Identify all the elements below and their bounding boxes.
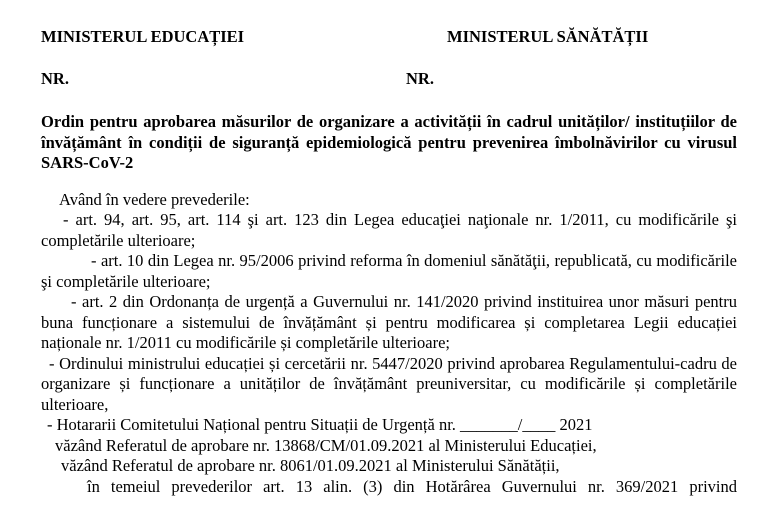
- ministry-health: MINISTERUL SĂNĂTĂȚII: [447, 27, 649, 46]
- preamble-referral-education: văzând Referatul de aprobare nr. 13868/CM/01.09.2021 al Ministerului Educației,: [55, 435, 597, 455]
- nr-left: NR.: [41, 69, 69, 88]
- preamble-legal-basis: în temeiul prevederilor art. 13 alin. (3) din Hotărârea Guvernului nr. 369/2021 privind: [87, 476, 737, 496]
- ministry-education: MINISTERUL EDUCAȚIEI: [41, 27, 245, 46]
- nr-right: NR.: [406, 69, 434, 88]
- preamble-item-ministerial-order: - Ordinului ministrului educației și cercetării nr. 5447/2020 privind aprobarea Regulamentului-cadru de organizare și funcționare a unităților de învățământ preuniversitar, cu modificările și completările ulterioare,: [41, 353, 737, 414]
- preamble-item-emergency-committee: - Hotararii Comitetului Național pentru Situații de Urgență nr. _______/____ 2021: [47, 415, 593, 434]
- number-row: [41, 68, 737, 90]
- preamble-intro: Având în vedere prevederile:: [59, 189, 250, 209]
- document-page: [41, 26, 737, 497]
- preamble-item-education-law: - art. 94, art. 95, art. 114 şi art. 123 din Legea educaţiei naţionale nr. 1/2011, cu modificările şi completările ulterioare;: [41, 210, 737, 250]
- document-body: [41, 190, 737, 498]
- ministries-header: [41, 26, 737, 48]
- order-title: Ordin pentru aprobarea măsurilor de organizare a activității în cadrul unităților/ instituțiilor de învățământ în condiții de siguranță epidemiologică pentru prevenirea îmbolnăvirilor cu virusul SARS-CoV-2: [41, 112, 737, 172]
- preamble-item-health-law: - art. 10 din Legea nr. 95/2006 privind reforma în domeniul sănătăţii, republicată, cu modificările şi completările ulterioare;: [41, 251, 737, 291]
- preamble-referral-health: văzând Referatul de aprobare nr. 8061/01.09.2021 al Ministerului Sănătății,: [61, 456, 560, 475]
- preamble-item-emergency-ordinance: - art. 2 din Ordonanța de urgență a Guvernului nr. 141/2020 privind instituirea unor măsuri pentru buna funcționare a sistemului de învățământ și pentru modificarea și completarea Legii educației naționale nr. 1/2011 cu modificările și completările ulterioare;: [41, 292, 737, 352]
